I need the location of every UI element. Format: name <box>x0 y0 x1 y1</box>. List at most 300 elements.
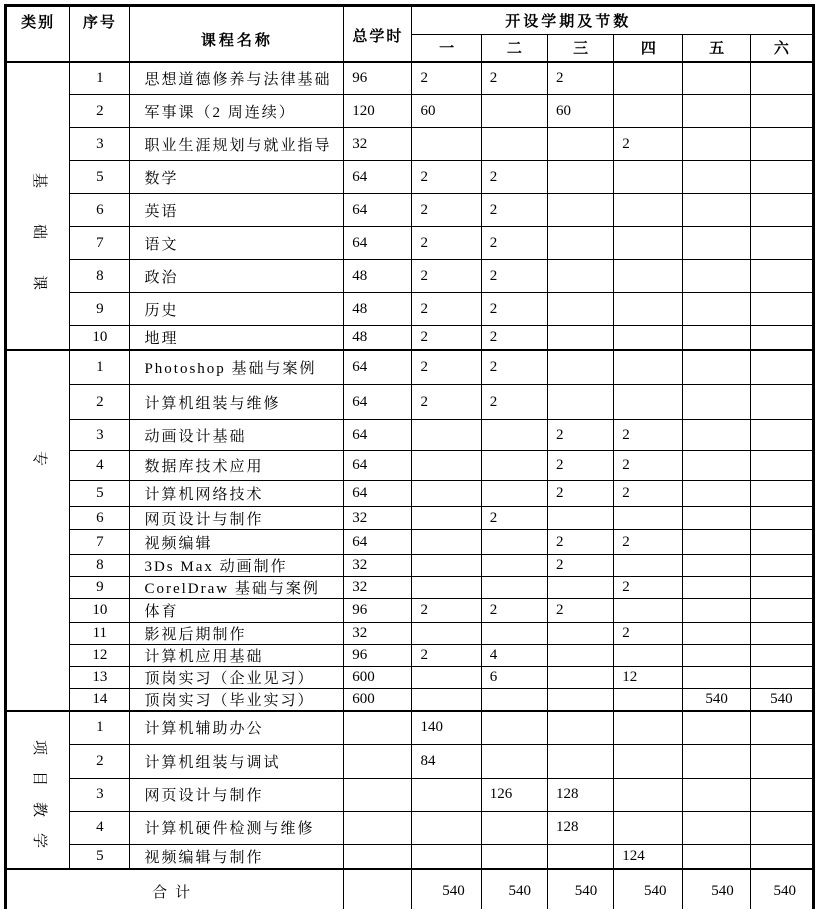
table-row <box>6 326 814 350</box>
semester-hours <box>750 599 813 623</box>
semester-hours <box>412 811 481 844</box>
semester-hours: 2 <box>481 293 547 326</box>
total-hours-value: 32 <box>344 128 412 161</box>
semester-hours <box>683 645 750 667</box>
semester-hours <box>412 623 481 645</box>
semester-hours <box>481 420 547 451</box>
total-hours-value <box>344 711 412 744</box>
total-hours-value: 600 <box>344 689 412 712</box>
semester-hours <box>683 194 750 227</box>
semester-hours: 2 <box>412 326 481 350</box>
curriculum-table <box>4 4 815 909</box>
course-name: 体育 <box>130 599 344 623</box>
table-row <box>6 62 814 95</box>
semester-hours <box>683 577 750 599</box>
semester-hours <box>547 293 613 326</box>
header-category: 类别 <box>6 6 70 62</box>
row-number: 4 <box>70 811 130 844</box>
category-label <box>7 350 69 639</box>
header-semester: 六 <box>750 35 813 62</box>
semester-hours: 2 <box>547 530 613 555</box>
category-label-char: 课 <box>30 274 47 290</box>
row-number: 5 <box>70 481 130 507</box>
course-name: 视频编辑 <box>130 530 344 555</box>
semester-hours: 2 <box>614 577 683 599</box>
semester-hours <box>750 62 813 95</box>
total-semester-value: 540 <box>547 869 613 909</box>
table-row <box>6 645 814 667</box>
semester-hours: 2 <box>481 161 547 194</box>
header-semester-group: 开设学期及节数 <box>412 6 814 35</box>
header-row-main <box>6 6 814 35</box>
total-semester-value: 540 <box>614 869 683 909</box>
semester-hours <box>614 293 683 326</box>
total-hours-value: 64 <box>344 481 412 507</box>
semester-hours <box>547 194 613 227</box>
course-name: 计算机组装与维修 <box>130 385 344 420</box>
semester-hours <box>412 451 481 481</box>
semester-hours: 2 <box>614 623 683 645</box>
semester-hours <box>750 811 813 844</box>
total-hours-value: 64 <box>344 350 412 385</box>
header-semester: 二 <box>481 35 547 62</box>
semester-hours: 2 <box>412 62 481 95</box>
semester-hours <box>547 128 613 161</box>
semester-hours <box>547 227 613 260</box>
semester-hours <box>614 645 683 667</box>
row-number: 3 <box>70 420 130 451</box>
row-number: 7 <box>70 530 130 555</box>
course-name: 视频编辑与制作 <box>130 844 344 869</box>
semester-hours <box>481 451 547 481</box>
row-number: 10 <box>70 599 130 623</box>
table-row <box>6 420 814 451</box>
semester-hours <box>683 385 750 420</box>
row-number: 6 <box>70 194 130 227</box>
course-name: 网页设计与制作 <box>130 507 344 530</box>
table-row <box>6 161 814 194</box>
row-number: 4 <box>70 451 130 481</box>
semester-hours <box>412 530 481 555</box>
semester-hours <box>547 711 613 744</box>
semester-hours <box>614 95 683 128</box>
course-name: 3Ds Max 动画制作 <box>130 555 344 577</box>
table-row <box>6 744 814 778</box>
course-name: 计算机组装与调试 <box>130 744 344 778</box>
total-hours-value: 600 <box>344 667 412 689</box>
row-number: 8 <box>70 555 130 577</box>
semester-hours: 2 <box>547 451 613 481</box>
semester-hours <box>750 161 813 194</box>
row-number: 8 <box>70 260 130 293</box>
semester-hours <box>683 667 750 689</box>
semester-hours: 2 <box>412 599 481 623</box>
semester-hours <box>547 260 613 293</box>
semester-hours <box>750 507 813 530</box>
semester-hours <box>412 420 481 451</box>
course-name: 数据库技术应用 <box>130 451 344 481</box>
semester-hours <box>750 555 813 577</box>
semester-hours <box>547 326 613 350</box>
semester-hours <box>412 844 481 869</box>
row-number: 14 <box>70 689 130 712</box>
semester-hours <box>683 530 750 555</box>
semester-hours: 540 <box>683 689 750 712</box>
semester-hours <box>547 350 613 385</box>
course-name: 计算机网络技术 <box>130 481 344 507</box>
semester-hours: 140 <box>412 711 481 744</box>
semester-hours <box>683 62 750 95</box>
category-label-char: 学 <box>30 832 47 848</box>
semester-hours <box>750 95 813 128</box>
semester-hours <box>683 744 750 778</box>
semester-hours: 6 <box>481 667 547 689</box>
course-name: CorelDraw 基础与案例 <box>130 577 344 599</box>
semester-hours <box>750 481 813 507</box>
semester-hours <box>750 778 813 811</box>
semester-hours: 2 <box>412 645 481 667</box>
semester-hours: 2 <box>614 128 683 161</box>
row-number: 6 <box>70 507 130 530</box>
table-row <box>6 128 814 161</box>
semester-hours <box>412 667 481 689</box>
semester-hours <box>683 555 750 577</box>
table-row <box>6 385 814 420</box>
semester-hours <box>547 844 613 869</box>
header-total-hours: 总学时 <box>344 6 412 62</box>
row-number: 5 <box>70 161 130 194</box>
semester-hours: 2 <box>412 227 481 260</box>
semester-hours: 2 <box>614 481 683 507</box>
category-label-char: 目 <box>30 770 47 786</box>
row-number: 5 <box>70 844 130 869</box>
semester-hours <box>750 844 813 869</box>
category-label <box>7 89 69 350</box>
header-number: 序号 <box>70 6 130 62</box>
total-hours-value: 64 <box>344 530 412 555</box>
semester-hours: 2 <box>547 481 613 507</box>
total-hours-value <box>344 844 412 869</box>
table-row <box>6 689 814 712</box>
semester-hours <box>683 95 750 128</box>
total-hours-value: 64 <box>344 451 412 481</box>
semester-hours <box>683 326 750 350</box>
semester-hours <box>412 507 481 530</box>
course-name: 顶岗实习（毕业实习） <box>130 689 344 712</box>
semester-hours <box>750 227 813 260</box>
semester-hours: 60 <box>412 95 481 128</box>
table-row <box>6 667 814 689</box>
table-row <box>6 227 814 260</box>
semester-hours: 128 <box>547 811 613 844</box>
semester-hours <box>481 481 547 507</box>
semester-hours: 60 <box>547 95 613 128</box>
semester-hours <box>412 778 481 811</box>
semester-hours: 2 <box>481 227 547 260</box>
semester-hours: 2 <box>547 599 613 623</box>
table-row <box>6 555 814 577</box>
semester-hours <box>683 599 750 623</box>
table-row <box>6 507 814 530</box>
category-cell <box>6 711 70 869</box>
category-label-char: 项 <box>30 739 47 755</box>
total-hours-value <box>344 744 412 778</box>
semester-hours <box>481 811 547 844</box>
category-label-char: 专 <box>30 450 47 466</box>
row-number: 2 <box>70 744 130 778</box>
semester-hours: 128 <box>547 778 613 811</box>
category-label-char: 基 <box>30 172 47 188</box>
course-name: 思想道德修养与法律基础 <box>130 62 344 95</box>
total-hours-value: 64 <box>344 194 412 227</box>
semester-hours: 2 <box>481 350 547 385</box>
semester-hours <box>412 689 481 712</box>
total-semester-value: 540 <box>412 869 481 909</box>
semester-hours <box>547 667 613 689</box>
row-number: 13 <box>70 667 130 689</box>
semester-hours <box>547 689 613 712</box>
semester-hours: 2 <box>481 326 547 350</box>
header-course-name: 课程名称 <box>130 6 344 62</box>
semester-hours: 12 <box>614 667 683 689</box>
total-hours-value: 96 <box>344 62 412 95</box>
course-name: 地理 <box>130 326 344 350</box>
header-semester: 一 <box>412 35 481 62</box>
semester-hours <box>481 689 547 712</box>
total-hours-value: 64 <box>344 161 412 194</box>
semester-hours: 2 <box>547 420 613 451</box>
semester-hours <box>547 507 613 530</box>
semester-hours <box>683 507 750 530</box>
semester-hours <box>683 778 750 811</box>
semester-hours <box>614 385 683 420</box>
semester-hours <box>750 645 813 667</box>
semester-hours <box>614 555 683 577</box>
semester-hours <box>683 128 750 161</box>
semester-hours <box>412 577 481 599</box>
semester-hours <box>750 385 813 420</box>
course-name: Photoshop 基础与案例 <box>130 350 344 385</box>
semester-hours: 2 <box>614 420 683 451</box>
course-name: 计算机辅助办公 <box>130 711 344 744</box>
total-hours-value: 96 <box>344 645 412 667</box>
total-hours-value: 32 <box>344 555 412 577</box>
semester-hours: 2 <box>412 161 481 194</box>
total-hours-value: 48 <box>344 260 412 293</box>
category-cell <box>6 350 70 712</box>
row-number: 1 <box>70 711 130 744</box>
semester-hours: 126 <box>481 778 547 811</box>
semester-hours <box>481 844 547 869</box>
table-row <box>6 811 814 844</box>
semester-hours: 2 <box>547 555 613 577</box>
semester-hours <box>614 227 683 260</box>
semester-hours <box>614 711 683 744</box>
row-number: 3 <box>70 778 130 811</box>
table-row <box>6 778 814 811</box>
total-row <box>6 869 814 909</box>
total-semester-value: 540 <box>683 869 750 909</box>
semester-hours: 2 <box>481 507 547 530</box>
total-semester-value: 540 <box>481 869 547 909</box>
row-number: 1 <box>70 62 130 95</box>
semester-hours <box>481 577 547 599</box>
semester-hours: 4 <box>481 645 547 667</box>
semester-hours <box>547 161 613 194</box>
table-row <box>6 530 814 555</box>
semester-hours <box>614 689 683 712</box>
semester-hours <box>614 744 683 778</box>
total-semester-value: 540 <box>750 869 813 909</box>
semester-hours <box>614 778 683 811</box>
semester-hours: 2 <box>481 260 547 293</box>
semester-hours <box>614 260 683 293</box>
semester-hours <box>614 326 683 350</box>
table-row <box>6 95 814 128</box>
semester-hours <box>614 350 683 385</box>
row-number: 2 <box>70 385 130 420</box>
semester-hours <box>750 128 813 161</box>
table-row <box>6 599 814 623</box>
semester-hours: 2 <box>614 451 683 481</box>
course-name: 语文 <box>130 227 344 260</box>
semester-hours: 2 <box>547 62 613 95</box>
semester-hours <box>481 95 547 128</box>
semester-hours <box>547 385 613 420</box>
category-label-char: 础 <box>30 223 47 239</box>
table-row <box>6 350 814 385</box>
row-number: 2 <box>70 95 130 128</box>
total-hours-value: 32 <box>344 577 412 599</box>
semester-hours <box>750 350 813 385</box>
semester-hours <box>750 326 813 350</box>
row-number: 11 <box>70 623 130 645</box>
semester-hours <box>481 530 547 555</box>
semester-hours <box>614 507 683 530</box>
semester-hours <box>412 128 481 161</box>
semester-hours: 2 <box>481 194 547 227</box>
semester-hours: 2 <box>412 260 481 293</box>
semester-hours <box>412 555 481 577</box>
total-hours-value: 120 <box>344 95 412 128</box>
course-name: 军事课（2 周连续） <box>130 95 344 128</box>
row-number: 3 <box>70 128 130 161</box>
total-hours-value: 64 <box>344 385 412 420</box>
semester-hours: 2 <box>481 62 547 95</box>
category-cell <box>6 62 70 350</box>
total-hours-value <box>344 778 412 811</box>
semester-hours: 84 <box>412 744 481 778</box>
semester-hours <box>750 667 813 689</box>
total-hours-value: 64 <box>344 420 412 451</box>
semester-hours <box>750 530 813 555</box>
semester-hours <box>750 744 813 778</box>
semester-hours: 540 <box>750 689 813 712</box>
semester-hours: 2 <box>412 194 481 227</box>
semester-hours <box>683 227 750 260</box>
semester-hours <box>750 711 813 744</box>
semester-hours <box>750 577 813 599</box>
semester-hours <box>683 481 750 507</box>
semester-hours <box>750 260 813 293</box>
row-number: 7 <box>70 227 130 260</box>
semester-hours <box>683 161 750 194</box>
table-row <box>6 577 814 599</box>
semester-hours: 2 <box>481 385 547 420</box>
semester-hours <box>481 128 547 161</box>
table-row <box>6 844 814 869</box>
table-row <box>6 194 814 227</box>
course-name: 数学 <box>130 161 344 194</box>
course-name: 影视后期制作 <box>130 623 344 645</box>
semester-hours <box>481 555 547 577</box>
header-semester: 三 <box>547 35 613 62</box>
course-name: 职业生涯规划与就业指导 <box>130 128 344 161</box>
semester-hours: 2 <box>412 350 481 385</box>
course-name: 计算机硬件检测与维修 <box>130 811 344 844</box>
table-row <box>6 260 814 293</box>
semester-hours <box>683 420 750 451</box>
course-name: 计算机应用基础 <box>130 645 344 667</box>
course-name: 英语 <box>130 194 344 227</box>
total-hours-value: 64 <box>344 227 412 260</box>
course-name: 顶岗实习（企业见习） <box>130 667 344 689</box>
row-number: 9 <box>70 577 130 599</box>
semester-hours <box>750 623 813 645</box>
semester-hours <box>750 420 813 451</box>
course-name: 政治 <box>130 260 344 293</box>
semester-hours <box>683 623 750 645</box>
semester-hours <box>750 293 813 326</box>
semester-hours <box>683 451 750 481</box>
total-hours-value: 96 <box>344 599 412 623</box>
semester-hours: 2 <box>412 385 481 420</box>
header-semester: 四 <box>614 35 683 62</box>
table-row <box>6 451 814 481</box>
row-number: 9 <box>70 293 130 326</box>
total-hours-cell <box>344 869 412 909</box>
semester-hours <box>547 645 613 667</box>
table-row <box>6 711 814 744</box>
semester-hours <box>614 62 683 95</box>
table-row <box>6 293 814 326</box>
semester-hours <box>683 844 750 869</box>
semester-hours <box>683 811 750 844</box>
semester-hours <box>481 744 547 778</box>
course-name: 历史 <box>130 293 344 326</box>
semester-hours <box>547 744 613 778</box>
total-hours-value <box>344 811 412 844</box>
total-hours-value: 48 <box>344 326 412 350</box>
course-name: 动画设计基础 <box>130 420 344 451</box>
table-row <box>6 623 814 645</box>
category-label-char: 教 <box>30 801 47 817</box>
semester-hours <box>683 711 750 744</box>
semester-hours <box>683 350 750 385</box>
total-hours-value: 32 <box>344 623 412 645</box>
row-number: 10 <box>70 326 130 350</box>
semester-hours <box>481 711 547 744</box>
semester-hours <box>547 623 613 645</box>
row-number: 12 <box>70 645 130 667</box>
semester-hours <box>750 194 813 227</box>
semester-hours <box>683 293 750 326</box>
total-hours-value: 32 <box>344 507 412 530</box>
semester-hours <box>614 161 683 194</box>
total-hours-value: 48 <box>344 293 412 326</box>
category-label <box>7 716 69 869</box>
semester-hours <box>614 194 683 227</box>
